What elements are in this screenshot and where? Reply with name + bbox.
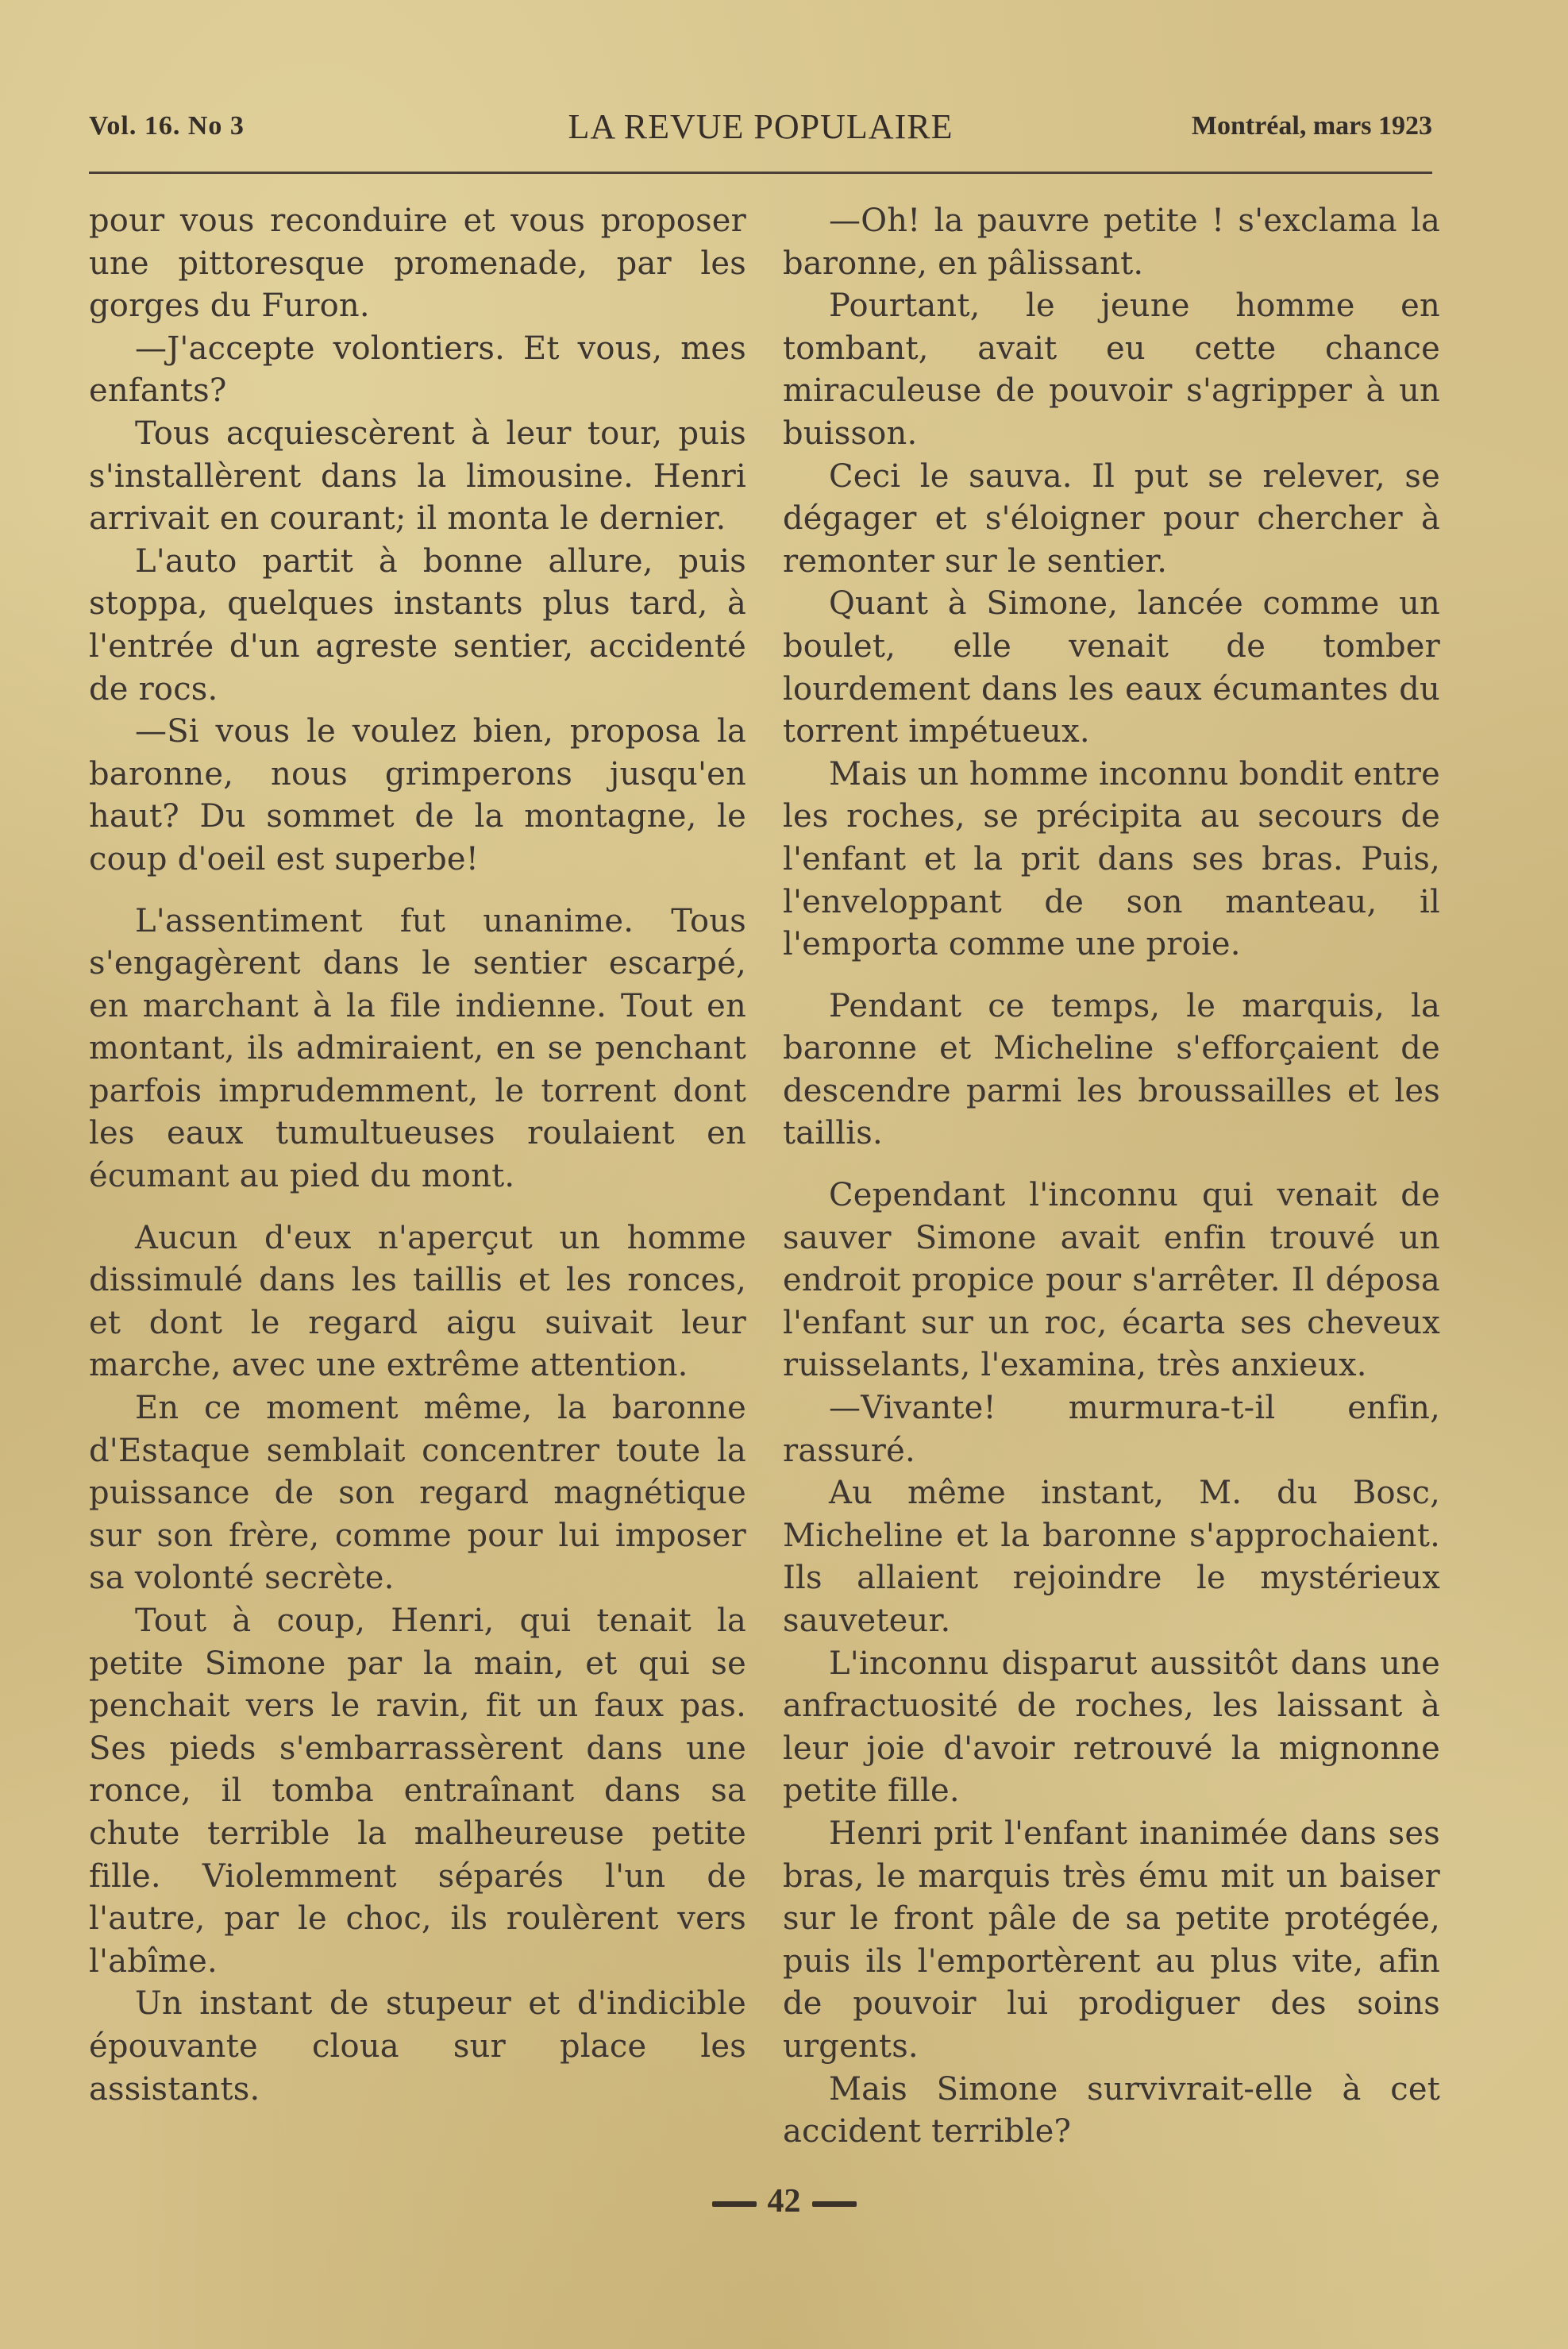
page-number: 42 — [767, 2183, 801, 2220]
publication-title: LA REVUE POPULAIRE — [568, 107, 954, 146]
paragraph: L'auto partit à bonne allure, puis stoppa, quelques instants plus tard, à l'entrée d'un agreste sentier, accidenté de rocs. — [89, 542, 746, 708]
running-header — [89, 107, 1432, 159]
issue-date: Montréal, mars 1923 — [1191, 111, 1432, 141]
paragraph: En ce moment même, la baronne d'Estaque semblait concentrer toute la puissance de son regard magnétique sur son frère, comme pour lui imposer sa volonté secrète. — [89, 1390, 746, 1597]
page-footer — [0, 2182, 1568, 2220]
paragraph: Quant à Simone, lancée comme un boulet, elle venait de tomber lourdement dans les eaux écumantes du torrent impétueux. — [783, 585, 1440, 750]
paragraph: Mais un homme inconnu bondit entre les roches, se précipita au secours de l'enfant et la prit dans ses bras. Puis, l'enveloppant de son manteau, il l'emporta comme une proie. — [783, 755, 1440, 963]
paragraph: L'assentiment fut unanime. Tous s'engagèrent dans le sentier escarpé, en marchant à la file indienne. Tout en montant, ils admiraient, en se penchant parfois imprudemment, le torrent dont les eaux tumultueuses roulaient en écumant au pied du mont. — [89, 902, 746, 1195]
header-rule — [89, 172, 1432, 174]
paragraph: Aucun d'eux n'aperçut un homme dissimulé dans les taillis et les ronces, et dont le regard aigu suivait leur marche, avec une extrême attention. — [89, 1219, 746, 1384]
paragraph: Ceci le sauva. Il put se relever, se dégager et s'éloigner pour chercher à remonter sur le sentier. — [783, 457, 1440, 580]
paragraph: Mais Simone survivrait-elle à cet accident terrible? — [783, 2070, 1440, 2150]
volume-number: Vol. 16. No 3 — [89, 111, 245, 141]
paragraph: Pendant ce temps, le marquis, la baronne et Micheline s'efforçaient de descendre parmi les broussailles et les taillis. — [783, 987, 1440, 1152]
paragraph: pour vous reconduire et vous proposer une pittoresque promenade, par les gorges du Furon. — [89, 202, 746, 325]
paragraph: Tout à coup, Henri, qui tenait la petite Simone par la main, et qui se penchait vers le ravin, fit un faux pas. Ses pieds s'embarrassèrent dans une ronce, il tomba entraînant dans sa chute terrible la malheureuse petite fille. Violemment séparés l'un de l'autre, par le choc, ils roulèrent vers l'abîme. — [89, 1603, 746, 1980]
paragraph: Au même instant, M. du Bosc, Micheline et la baronne s'approchaient. Ils allaient rejoindre le mystérieux sauveteur. — [783, 1475, 1440, 1639]
left-column — [89, 200, 746, 2111]
paragraph: Un instant de stupeur et d'indicible épouvante cloua sur place les assistants. — [89, 1985, 746, 2108]
paragraph: Tous acquiescèrent à leur tour, puis s'installèrent dans la limousine. Henri arrivait en courant; il monta le dernier. — [89, 415, 746, 538]
paragraph: —Oh! la pauvre petite ! s'exclama la baronne, en pâlissant. — [783, 202, 1440, 282]
folio-dash-right — [812, 2201, 857, 2207]
paragraph: —Si vous le voulez bien, proposa la baronne, nous grimperons jusqu'en haut? Du sommet de la montagne, le coup d'oeil est superbe! — [89, 713, 746, 878]
right-column — [783, 200, 1440, 2154]
paragraph: Cependant l'inconnu qui venait de sauver Simone avait enfin trouvé un endroit propice pour s'arrêter. Il déposa l'enfant sur un roc, écarta ses cheveux ruisselants, l'examina, très anxieux. — [783, 1177, 1440, 1384]
paragraph: L'inconnu disparut aussitôt dans une anfractuosité de roches, les laissant à leur joie d'avoir retrouvé la mignonne petite fille. — [783, 1645, 1440, 1810]
folio-dash-left — [712, 2201, 757, 2207]
paragraph: —J'accepte volontiers. Et vous, mes enfants? — [89, 330, 746, 410]
paragraph: Henri prit l'enfant inanimée dans ses bras, le marquis très ému mit un baiser sur le front pâle de sa petite protégée, puis ils l'emportèrent au plus vite, afin de pouvoir lui prodiguer des soins urgents. — [783, 1815, 1440, 2065]
paragraph: —Vivante! murmura-t-il enfin, rassuré. — [783, 1390, 1440, 1469]
paragraph: Pourtant, le jeune homme en tombant, avait eu cette chance miraculeuse de pouvoir s'agripper à un buisson. — [783, 287, 1440, 452]
